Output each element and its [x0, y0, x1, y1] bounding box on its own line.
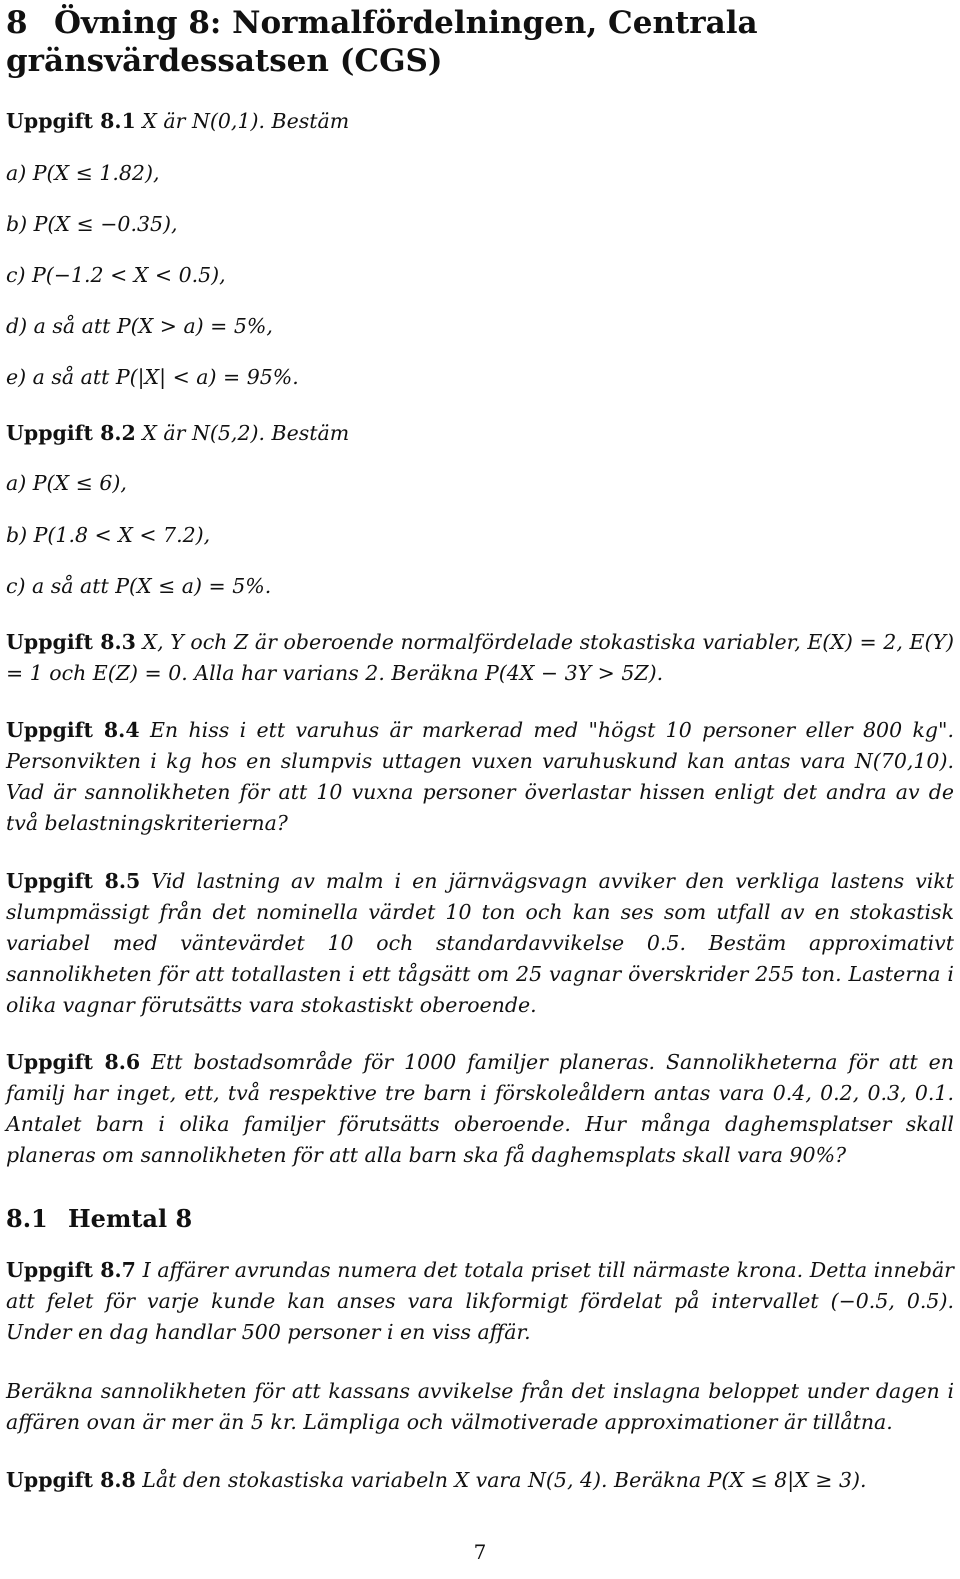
exercise-8-2-a: a) P(X ≤ 6),: [6, 471, 127, 495]
exercise-label: Uppgift 8.3: [6, 630, 136, 654]
exercise-8-1-e: e) a så att P(|X| < a) = 95%.: [6, 365, 299, 389]
document-page: [6, 0, 954, 1579]
exercise-label: Uppgift 8.4: [6, 718, 140, 742]
exercise-text: Ett bostadsområde för 1000 familjer planeras. Sannolikheterna för att en familj har inget, ett, två respektive tre barn i förskoleåldern antas vara 0.4, 0.2, 0.3, 0.1. Antalet barn i olika familjer förutsätts oberoende. Hur många daghemsplatser skall planeras om sannolikheten för att alla barn ska få daghemsplats skall vara 90%?: [6, 1050, 954, 1167]
exercise-text: X är N(5,2). Bestäm: [142, 421, 350, 445]
exercise-8-5: [6, 866, 954, 1021]
exercise-label: Uppgift 8.5: [6, 869, 141, 893]
exercise-label: Uppgift 8.7: [6, 1258, 136, 1282]
exercise-8-1-a: a) P(X ≤ 1.82),: [6, 161, 160, 185]
exercise-8-1-b: b) P(X ≤ −0.35),: [6, 212, 178, 236]
exercise-8-1-c: c) P(−1.2 < X < 0.5),: [6, 263, 226, 287]
exercise-text: I affärer avrundas numera det totala priset till närmaste krona. Detta innebär att felet för varje kunde kan anses vara likformigt fördelat på intervallet (−0.5, 0.5). Under en dag handlar 500 personer i en viss affär.: [6, 1258, 954, 1344]
exercise-text: Vid lastning av malm i en järnvägsvagn avviker den verkliga lastens vikt slumpmässigt från det nominella värdet 10 ton och kan ses som utfall av en stokastisk variabel med väntevärdet 10 och standardavvikelse 0.5. Bestäm approximativt sannolikheten för att totallasten i ett tågsätt om 25 vagnar överskrider 255 ton. Lasterna i olika vagnar förutsätts vara stokastiskt oberoende.: [6, 869, 954, 1017]
exercise-8-3: [6, 627, 954, 689]
exercise-label: Uppgift 8.1: [6, 109, 136, 133]
exercise-8-2-c: c) a så att P(X ≤ a) = 5%.: [6, 574, 272, 598]
exercise-text: En hiss i ett varuhus är markerad med "högst 10 personer eller 800 kg". Personvikten i kg hos en slumpvis uttagen vuxen varuhuskund kan antas vara N(70,10). Vad är sannolikheten för att 10 vuxna personer överlastar hissen enligt det andra av de två belastningskriterierna?: [6, 718, 954, 835]
exercise-8-7: [6, 1255, 954, 1348]
exercise-text: X, Y och Z är oberoende normalfördelade stokastiska variabler, E(X) = 2, E(Y) = 1 och E(Z) = 0. Alla har varians 2. Beräkna P(4X − 3Y > 5Z).: [6, 630, 954, 685]
section-heading: [6, 4, 954, 80]
section-number: 8: [6, 5, 28, 41]
exercise-8-1: [6, 106, 954, 137]
exercise-8-6: [6, 1047, 954, 1171]
exercise-8-1-d: d) a så att P(X > a) = 5%,: [6, 314, 273, 338]
exercise-8-7-part2: Beräkna sannolikheten för att kassans avvikelse från det inslagna beloppet under dagen i affären ovan är mer än 5 kr. Lämpliga och välmotiverade approximationer är tillåtna.: [6, 1379, 954, 1434]
exercise-text: Låt den stokastiska variabeln X vara N(5, 4). Beräkna P(X ≤ 8|X ≥ 3).: [142, 1468, 867, 1492]
exercise-text: X är N(0,1). Bestäm: [142, 109, 350, 133]
exercise-8-4: [6, 715, 954, 839]
subsection-number: 8.1: [6, 1204, 48, 1233]
subsection-title: Hemtal 8: [68, 1204, 193, 1233]
exercise-label: Uppgift 8.6: [6, 1050, 141, 1074]
subsection-heading: [6, 1204, 192, 1233]
page-number: 7: [473, 1540, 487, 1564]
exercise-8-2: [6, 418, 954, 449]
exercise-label: Uppgift 8.2: [6, 421, 136, 445]
section-title: Övning 8: Normalfördelningen, Centrala gränsvärdessatsen (CGS): [6, 5, 758, 79]
exercise-8-8: [6, 1465, 954, 1496]
exercise-label: Uppgift 8.8: [6, 1468, 136, 1492]
exercise-8-2-b: b) P(1.8 < X < 7.2),: [6, 523, 211, 547]
